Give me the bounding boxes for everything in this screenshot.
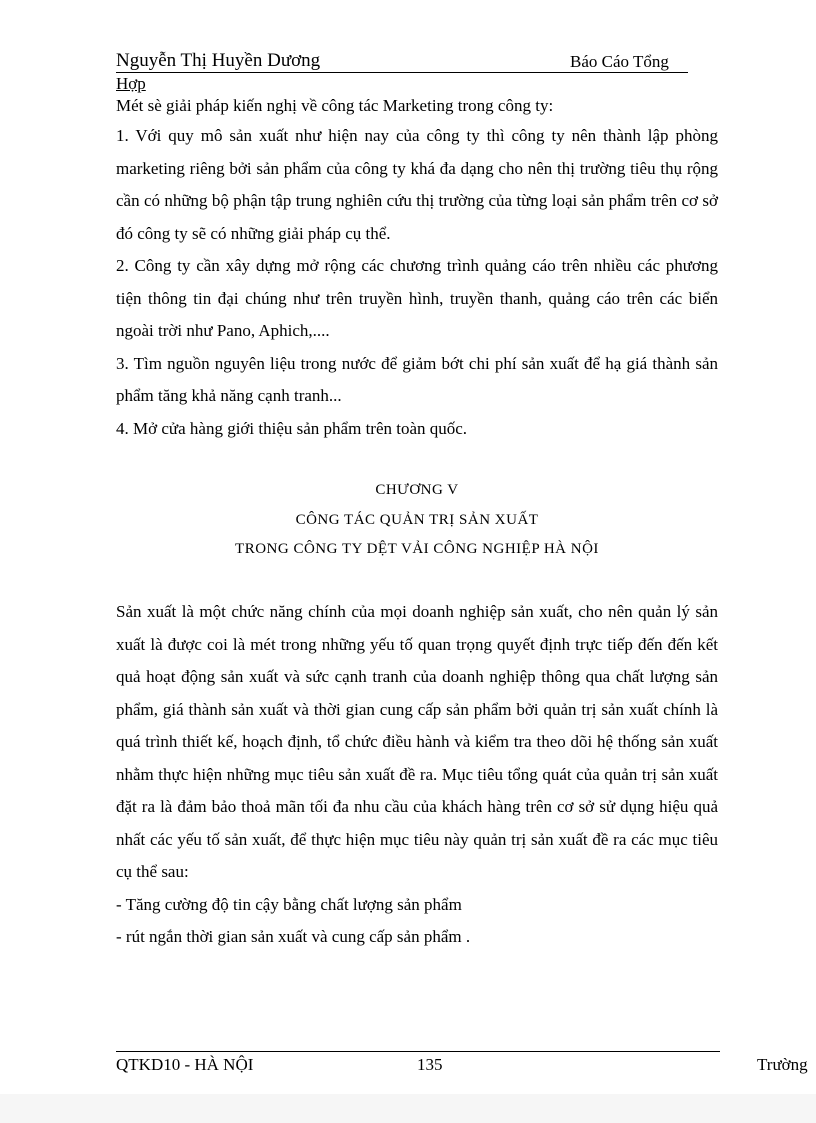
chapter-title-line2: TRONG CÔNG TY DỆT VẢI CÔNG NGHIỆP HÀ NỘI <box>235 541 599 557</box>
header-title: Báo Cáo Tổng <box>570 52 669 71</box>
recommendation-list <box>116 120 718 445</box>
recommendation-item: 1. Với quy mô sản xuất như hiện nay của công ty thì công ty nên thành lập phòng marketing riêng bởi sản phẩm của công ty khá đa dạng cho nên thị trường tiêu thụ rộng cần có những bộ phận tập trung nghiên cứu thị trường của từng loại sản phẩm trên cơ sở đó công ty sẽ có những giải pháp cụ thể. <box>116 126 718 243</box>
objective-item: - Tăng cường độ tin cậy bằng chất lượng sản phẩm <box>116 894 462 914</box>
page-number: 135 <box>417 1055 443 1074</box>
body-paragraph: Sản xuất là một chức năng chính của mọi doanh nghiệp sản xuất, cho nên quản lý sản xuất là được coi là mét trong những yếu tố quan trọng quyết định trực tiếp đến đến kết quả hoạt động sản xuất và sức cạnh tranh của doanh nghiệp thông qua chất lượng sản phẩm, giá thành sản xuất và thời gian cung cấp sản phẩm bởi quản trị sản xuất chính là quá trình thiết kế, hoạch định, tổ chức điều hành và kiểm tra theo dõi hệ thống sản xuất nhằm thực hiện những mục tiêu sản xuất đề ra. Mục tiêu tổng quát của quản trị sản xuất đặt ra là đảm bảo thoả mãn tối đa nhu cầu của khách hàng trên cơ sở sử dụng hiệu quả nhất các yếu tố sản xuất, để thực hiện mục tiêu này quản trị sản xuất đề ra các mục tiêu cụ thể sau: <box>116 602 718 881</box>
header-title-continued: Hợp <box>116 74 146 93</box>
chapter-body <box>116 596 718 954</box>
header-rule <box>116 72 688 73</box>
chapter-number: CHƯƠNG V <box>375 482 459 498</box>
footer-left: QTKD10 - HÀ NỘI <box>116 1055 254 1074</box>
intro-line: Mét sè giải pháp kiến nghị về công tác Marketing trong công ty: <box>116 96 554 115</box>
objective-item: - rút ngắn thời gian sản xuất và cung cấp sản phẩm . <box>116 927 471 946</box>
viewer-bottom-band <box>0 1094 816 1123</box>
footer-rule <box>116 1051 720 1052</box>
recommendation-item: 2. Công ty cần xây dựng mở rộng các chương trình quảng cáo trên nhiều các phương tiện thông tin đại chúng như trên truyền hình, truyền thanh, quảng cáo trên các biển ngoài trời như Pano, Aphich,.... <box>116 256 718 340</box>
header-author: Nguyễn Thị Huyền Dương <box>116 50 321 71</box>
footer-right: Trường <box>757 1055 808 1074</box>
recommendation-item: 3. Tìm nguồn nguyên liệu trong nước để giảm bớt chi phí sản xuất để hạ giá thành sản phẩm tăng khả năng cạnh tranh... <box>116 353 718 405</box>
recommendation-item: 4. Mở cửa hàng giới thiệu sản phẩm trên toàn quốc. <box>116 418 468 438</box>
chapter-title-line1: CÔNG TÁC QUẢN TRỊ SẢN XUẤT <box>295 512 539 528</box>
